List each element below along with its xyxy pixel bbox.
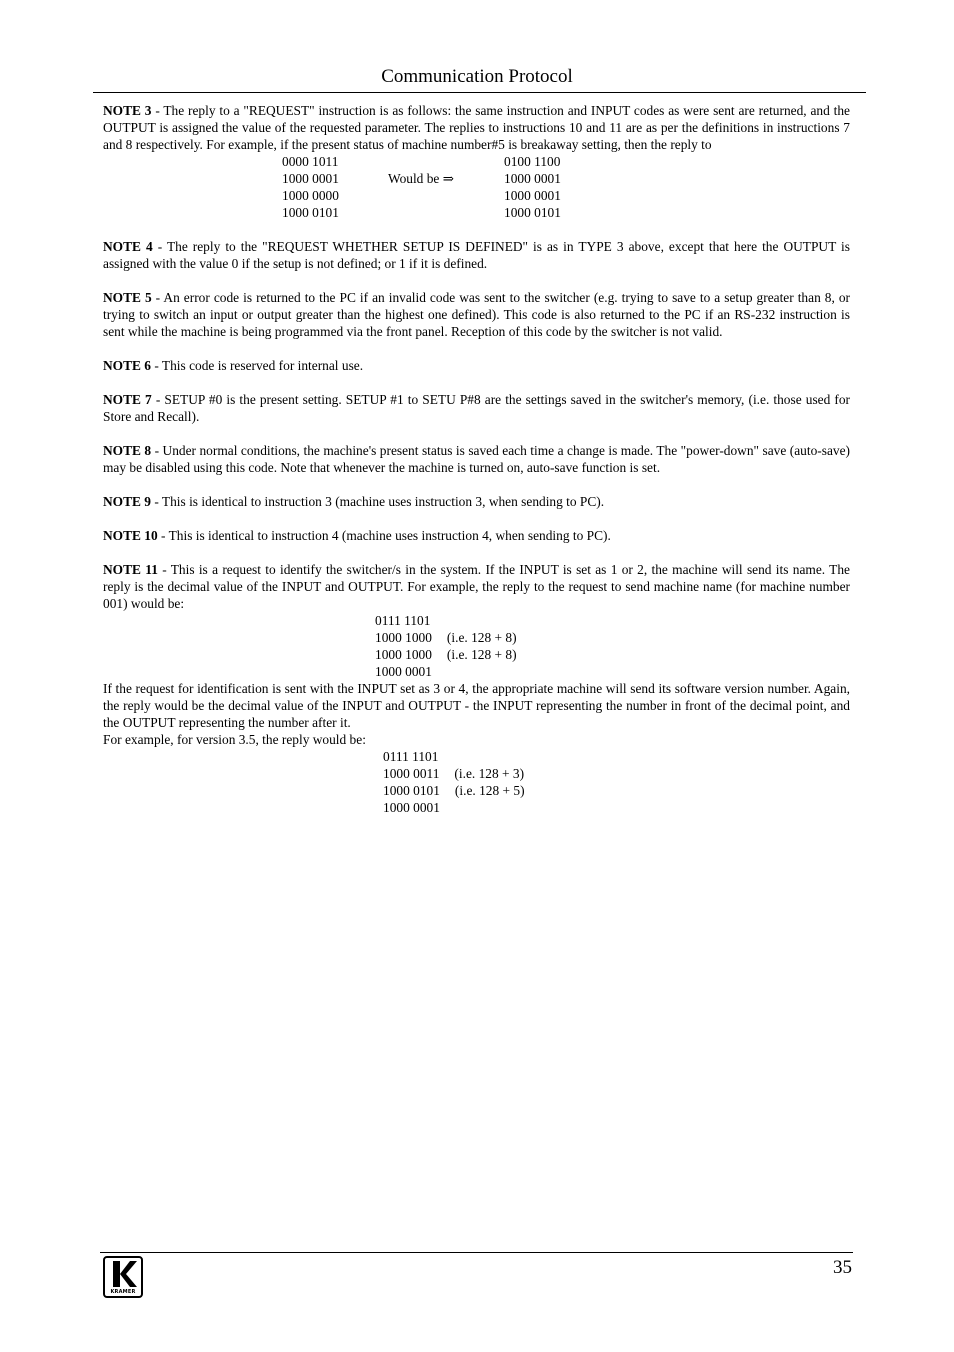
note-label: NOTE 5 — [103, 290, 152, 305]
note-label: NOTE 3 — [103, 103, 152, 118]
note-label: NOTE 6 — [103, 358, 151, 373]
request-codes — [282, 153, 339, 221]
reply-code: 1000 1000 — [375, 630, 432, 645]
reply-comment: (i.e. 128 + 3) — [454, 766, 525, 781]
arrow-text: Would be ⇒ — [388, 171, 454, 186]
note-text: - This code is reserved for internal use. — [151, 358, 364, 373]
version-reply — [383, 748, 850, 816]
note-label: NOTE 8 — [103, 443, 152, 458]
page-header-title: Communication Protocol — [381, 66, 573, 87]
code-line: 1000 0001 — [504, 188, 561, 203]
note-label: NOTE 4 — [103, 239, 153, 254]
note-9 — [103, 493, 850, 510]
reply-line — [383, 799, 850, 816]
header-rule — [93, 92, 866, 93]
reply-line — [375, 612, 850, 629]
note-8 — [103, 442, 850, 476]
reply-comment: (i.e. 128 + 8) — [446, 630, 517, 645]
note-text: - SETUP #0 is the present setting. SETUP #1 to SETU P#8 are the settings saved in the switcher's memory, (i.e. those used for Store and Recall). — [103, 392, 850, 424]
code-line: 1000 0001 — [282, 171, 339, 186]
note-label: NOTE 10 — [103, 528, 158, 543]
reply-line — [375, 663, 850, 680]
note-11 — [103, 561, 850, 612]
reply-line — [375, 629, 850, 646]
page-content — [103, 102, 850, 816]
kramer-k-icon — [105, 1258, 141, 1290]
note-11-example-text: For example, for version 3.5, the reply would be: — [103, 732, 366, 747]
note-text: - This is identical to instruction 4 (machine uses instruction 4, when sending to PC). — [157, 528, 611, 543]
logo-text: KRAMER — [110, 1289, 136, 1295]
kramer-logo — [103, 1256, 143, 1298]
note-3-code-block — [103, 153, 850, 221]
reply-code: 1000 0101 — [383, 783, 440, 798]
reply-line — [383, 765, 850, 782]
reply-code: 1000 1000 — [375, 647, 432, 662]
reply-line — [383, 748, 850, 765]
note-text: - Under normal conditions, the machine's present status is saved each time a change is made. The "power-down" save (auto-save) may be disabled using this code. Note that whenever the machine is turned on, auto-save function is set. — [103, 443, 850, 475]
reply-comment: (i.e. 128 + 8) — [446, 647, 517, 662]
note-6 — [103, 357, 850, 374]
code-line: 1000 0000 — [282, 188, 339, 203]
note-text: - The reply to the "REQUEST WHETHER SETUP IS DEFINED" is as in TYPE 3 above, except that here the OUTPUT is assigned with the value 0 if the setup is not defined; or 1 if it is defined. — [103, 239, 850, 271]
footer-rule — [100, 1252, 853, 1253]
note-4 — [103, 238, 850, 272]
note-text: - An error code is returned to the PC if an invalid code was sent to the switcher (e.g. trying to save to a setup greater than 8, or trying to switch an input or output greater than the highest one defined). This code is also returned to the PC if an RS-232 instruction is sent while the machine is being programmed via the front panel. Reception of this code by the switcher is not valid. — [103, 290, 850, 339]
reply-code: 1000 0001 — [383, 800, 440, 815]
reply-code: 0111 1101 — [383, 749, 439, 764]
code-line: 1000 0101 — [504, 205, 561, 220]
note-5 — [103, 289, 850, 340]
note-7 — [103, 391, 850, 425]
page-number: 35 — [833, 1257, 852, 1278]
reply-codes — [504, 153, 561, 221]
note-3 — [103, 102, 850, 153]
note-text: - The reply to a "REQUEST" instruction is as follows: the same instruction and INPUT codes as were sent are returned, and the OUTPUT is assigned the value of the requested parameter. The replies to instructions 10 and 11 are as per the definitions in instructions 7 and 8 respectively. For example, if the present status of machine number#5 is breakaway setting, then the reply to — [103, 103, 850, 152]
code-line: 1000 0001 — [504, 171, 561, 186]
note-label: NOTE 9 — [103, 494, 151, 509]
code-line: 0000 1011 — [282, 154, 339, 169]
note-text: - This is identical to instruction 3 (machine uses instruction 3, when sending to PC). — [151, 494, 605, 509]
machine-name-reply — [375, 612, 850, 680]
reply-line — [375, 646, 850, 663]
note-11-version-text: If the request for identification is sent with the INPUT set as 3 or 4, the appropriate machine will send its software version number. Again, the reply would be the decimal value of the INPUT and OUTPUT - the INPUT representing the number in front of the decimal point, and the OUTPUT representing the number after it. — [103, 681, 850, 730]
note-label: NOTE 11 — [103, 562, 158, 577]
note-label: NOTE 7 — [103, 392, 152, 407]
would-be-arrow-label — [388, 170, 454, 187]
reply-code: 1000 0011 — [383, 766, 440, 781]
note-text: - This is a request to identify the switcher/s in the system. If the INPUT is set as 1 or 2, the machine will send its name. The reply is the decimal value of the INPUT and OUTPUT. For example, the reply to the request to send machine name (for machine number 001) would be: — [103, 562, 850, 611]
reply-line — [383, 782, 850, 799]
reply-code: 1000 0001 — [375, 664, 432, 679]
code-line: 0100 1100 — [504, 154, 561, 169]
note-10 — [103, 527, 850, 544]
code-line: 1000 0101 — [282, 205, 339, 220]
reply-comment: (i.e. 128 + 5) — [454, 783, 525, 798]
reply-code: 0111 1101 — [375, 613, 431, 628]
